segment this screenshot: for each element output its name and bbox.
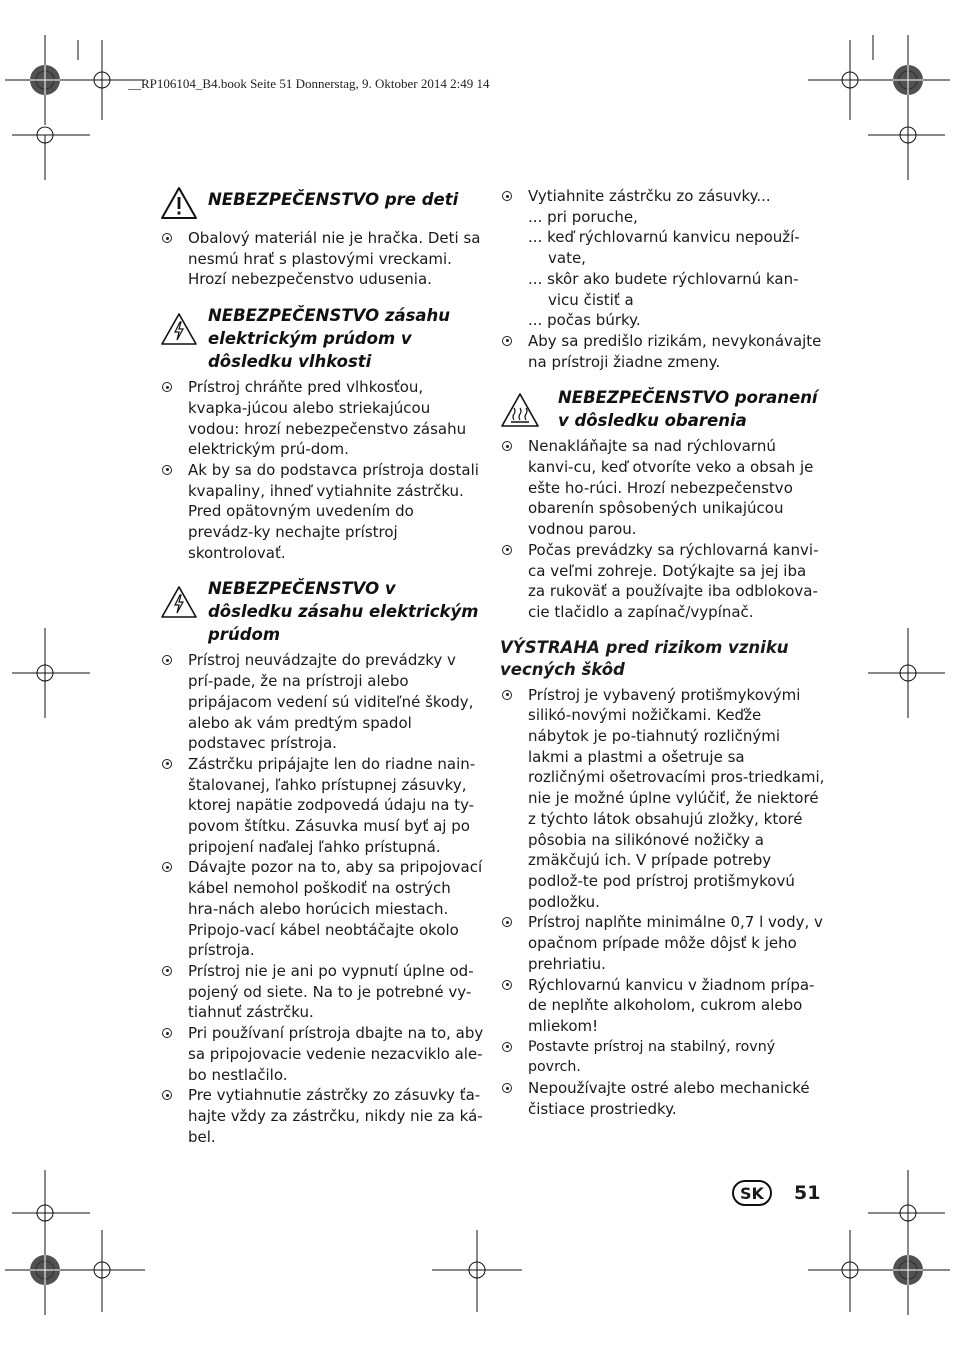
bullet-icon	[502, 1042, 512, 1052]
warning-scald	[500, 386, 825, 432]
list-item: Rýchlovarnú kanvicu v žiadnom prípa-de neplňte alkoholom, cukrom alebo mliekom!	[500, 975, 825, 1037]
list-item: Aby sa predišlo rizikám, nevykonávajte na prístroji žiadne zmeny.	[500, 331, 825, 372]
warning-children	[160, 186, 484, 224]
sub-item: ... počas búrky.	[528, 311, 641, 330]
electric-shock-icon	[160, 304, 208, 350]
section-title: NEBEZPEČENSTVO pre deti	[208, 190, 459, 209]
bullet-icon	[162, 966, 172, 976]
hot-surface-icon	[500, 386, 558, 432]
list-item: Počas prevádzky sa rýchlovarná kanvi-ca veľmi zohreje. Dotýkajte sa jej iba za rukoväť a používajte iba odblokova-cie tlačidlo a zapínač/vypínač.	[500, 540, 825, 623]
list-item: Prístroj nie je ani po vypnutí úplne od-pojený od siete. Na to je potrebné vy-tiahnuť zástrčku.	[160, 961, 484, 1023]
right-column	[500, 186, 825, 1133]
sub-item: ... skôr ako budete rýchlovarnú kan-vicu čistiť a	[528, 269, 799, 309]
bullet-icon	[162, 1090, 172, 1100]
section-title: NEBEZPEČENSTVO v dôsledku zásahu elektrickým prúdom	[208, 579, 479, 645]
section-title: NEBEZPEČENSTVO poranení v dôsledku obarenia	[558, 388, 818, 431]
bullet-icon	[502, 980, 512, 990]
bullet-list	[160, 228, 484, 290]
sub-item: ... keď rýchlovarnú kanvicu nepouží-vate,	[528, 228, 800, 268]
list-item: Vytiahnite zástrčku zo zásuvky...	[500, 186, 825, 207]
list-item: Pri používaní prístroja dbajte na to, aby sa pripojovacie vedenie nezacviklo ale-bo nestlačilo.	[160, 1023, 484, 1085]
bullet-list	[500, 331, 825, 372]
list-item: Pre vytiahnutie zástrčky zo zásuvky ťa-hajte vždy za zástrčku, nikdy nie za ká-bel.	[160, 1085, 484, 1147]
bullet-icon	[502, 545, 512, 555]
list-item: Prístroj chráňte pred vlhkosťou, kvapka-júcou alebo striekajúcou vodou: hrozí nebezpečenstvo zásahu elektrickým prú-dom.	[160, 377, 484, 460]
section-title: NEBEZPEČENSTVO zásahu elektrickým prúdom v dôsledku vlhkosti	[208, 306, 451, 372]
list-item: Nepoužívajte ostré alebo mechanické čistiace prostriedky.	[500, 1078, 825, 1119]
list-item: Ak by sa do podstavca prístroja dostali kvapaliny, ihneď vytiahnite zástrčku. Pred opätovným uvedením do prevádz-ky nechajte prístroj skontrolovať.	[160, 460, 484, 564]
bullet-list	[160, 377, 484, 563]
list-item: Postavte prístroj na stabilný, rovný povrch.	[500, 1037, 825, 1078]
list-item: Nenakláňajte sa nad rýchlovarnú kanvi-cu, keď otvoríte veko a obsah je ešte ho-rúci. Hrozí nebezpečenstvo obarenín spôsobených unikajúcou vodnou parou.	[500, 436, 825, 540]
bullet-icon	[162, 759, 172, 769]
bullet-icon	[162, 1028, 172, 1038]
list-item: Prístroj je vybavený protišmykovými silikó-novými nožičkami. Keďže nábytok je po-tiahnutý rozličnými lakmi a plastmi a ošetruje sa rozličnými ošetrovacími pros-triedkami, nie je možné úplne vylúčiť, že niektoré z týchto látok obsahujú zložky, ktoré pôsobia na silikónové nožičky a zmäkčujú ich. V prípade potreby podlož-te pod prístroj protišmykovú podložku.	[500, 685, 825, 913]
bullet-list	[500, 436, 825, 622]
bullet-list	[500, 685, 825, 1120]
list-item: Prístroj naplňte minimálne 0,7 l vody, v opačnom prípade môže dôjsť k jeho prehriatiu.	[500, 912, 825, 974]
bullet-icon	[502, 441, 512, 451]
bullet-icon	[162, 382, 172, 392]
bullet-icon	[502, 191, 512, 201]
list-item: Zástrčku pripájajte len do riadne nain-štalovanej, ľahko prístupnej zásuvky, ktorej napätie zodpovedá údaju na ty-povom štítku. Zásuvka musí byť aj po pripojení naďalej ľahko prístupná.	[160, 754, 484, 858]
electric-shock-icon	[160, 577, 208, 623]
bullet-list	[500, 186, 825, 207]
warning-triangle-icon	[160, 186, 208, 224]
left-column	[160, 186, 484, 1161]
list-item: Obalový materiál nie je hračka. Deti sa nesmú hrať s plastovými vreckami. Hrozí nebezpečenstvo udusenia.	[160, 228, 484, 290]
bullet-icon	[162, 233, 172, 243]
bullet-icon	[502, 1083, 512, 1093]
bullet-icon	[502, 690, 512, 700]
page-number: 51	[794, 1182, 821, 1204]
bullet-list	[160, 650, 484, 1147]
list-item: Prístroj neuvádzajte do prevádzky v prí-pade, že na prístroji alebo pripájacom vedení sú viditeľné škody, alebo ak vám predtým spadol podstavec prístroja.	[160, 650, 484, 754]
bullet-icon	[502, 917, 512, 927]
bullet-icon	[162, 862, 172, 872]
sub-item: ... pri poruche,	[528, 207, 638, 226]
bullet-icon	[502, 336, 512, 346]
section-title: VÝSTRAHA pred rizikom vzniku vecných škôd	[500, 637, 789, 679]
warning-moisture	[160, 304, 484, 373]
page-footer	[732, 1180, 820, 1206]
language-badge: SK	[732, 1180, 772, 1206]
warning-electric	[160, 577, 484, 646]
list-item: Dávajte pozor na to, aby sa pripojovací kábel nemohol poškodiť na ostrých hra-nách alebo horúcich miestach. Pripojo-vací kábel neobtáčajte okolo prístroja.	[160, 857, 484, 961]
bullet-icon	[162, 655, 172, 665]
print-header: __RP106104_B4.book Seite 51 Donnerstag, 9. Oktober 2014 2:49 14	[128, 76, 490, 91]
bullet-icon	[162, 465, 172, 475]
